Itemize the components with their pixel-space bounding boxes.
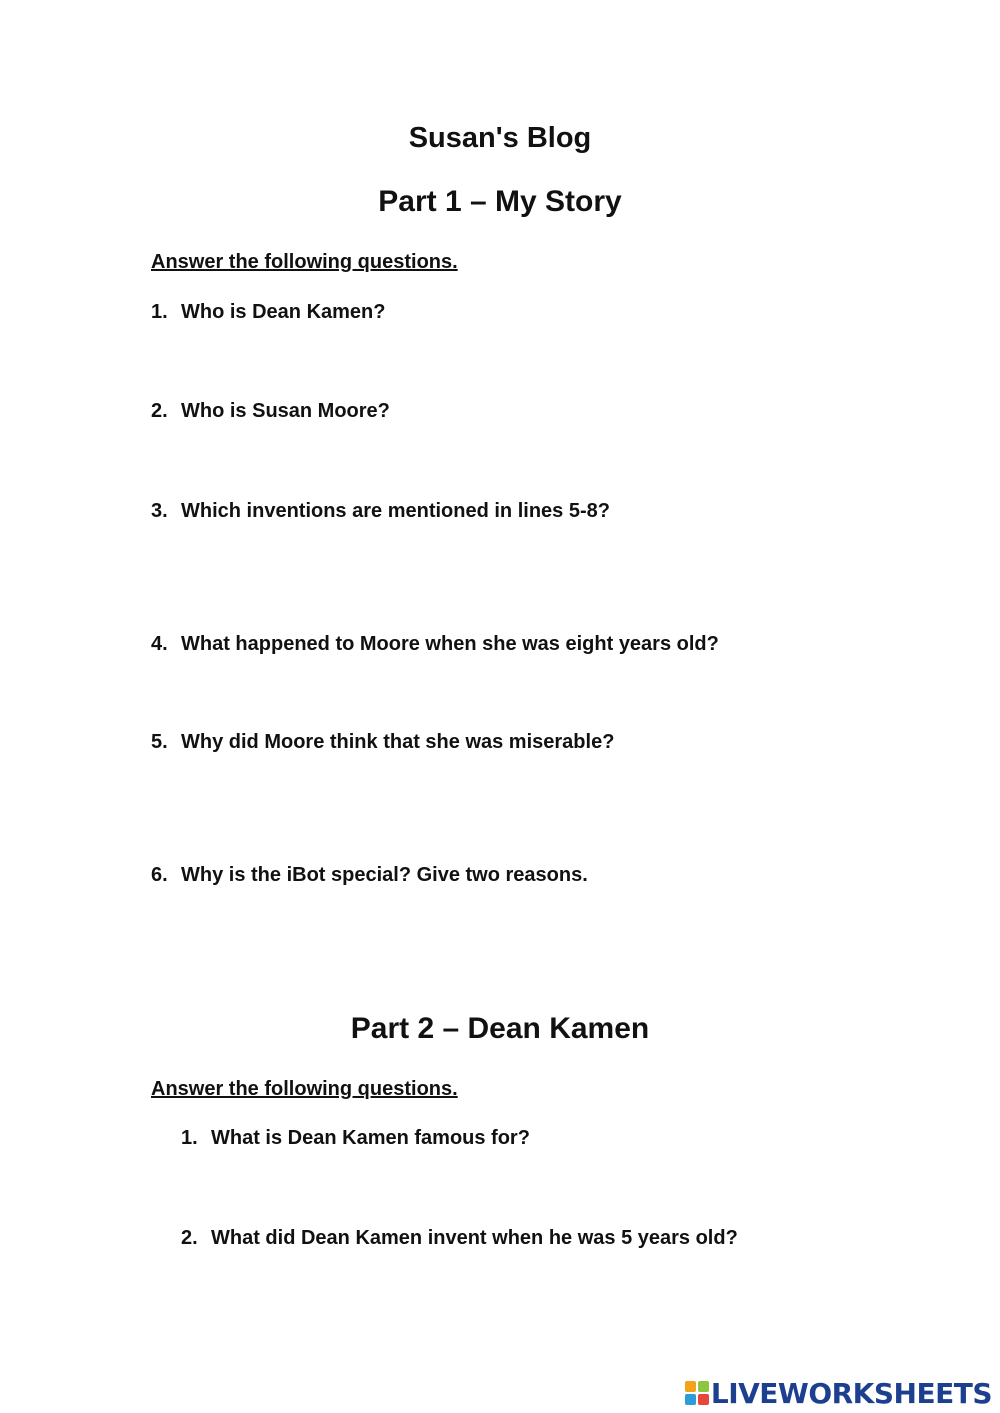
question-number: 6. xyxy=(151,864,168,886)
question-text: Why is the iBot special? Give two reasons. xyxy=(181,864,588,886)
part2-question-2 xyxy=(181,1227,738,1250)
logo-square xyxy=(685,1381,696,1392)
part1-instruction: Answer the following questions. xyxy=(151,251,458,273)
question-number: 4. xyxy=(151,633,168,655)
question-number: 2. xyxy=(181,1227,198,1249)
question-number: 5. xyxy=(151,731,168,753)
liveworksheets-logo-text: LIVEWORKSHEETS xyxy=(710,1376,992,1410)
question-number: 2. xyxy=(151,400,168,422)
question-text: Who is Susan Moore? xyxy=(181,400,390,422)
part1-question-4 xyxy=(151,633,719,656)
part1-question-6 xyxy=(151,864,588,887)
question-text: What happened to Moore when she was eight years old? xyxy=(181,633,719,655)
question-number: 3. xyxy=(151,500,168,522)
question-text: What did Dean Kamen invent when he was 5 years old? xyxy=(211,1227,738,1249)
part1-question-2 xyxy=(151,400,390,423)
part1-question-3 xyxy=(151,500,610,523)
question-text: Who is Dean Kamen? xyxy=(181,301,386,323)
part1-question-1 xyxy=(151,301,385,324)
question-text: Why did Moore think that she was miserable? xyxy=(181,731,615,753)
part2-heading: Part 2 – Dean Kamen xyxy=(350,1012,650,1045)
part2-instruction: Answer the following questions. xyxy=(151,1078,458,1100)
part1-question-5 xyxy=(151,731,614,754)
liveworksheets-watermark xyxy=(685,1377,992,1409)
document-title: Susan's Blog xyxy=(408,122,592,154)
question-text: What is Dean Kamen famous for? xyxy=(211,1127,530,1149)
question-number: 1. xyxy=(151,301,168,323)
question-text: Which inventions are mentioned in lines 5-8? xyxy=(181,500,610,522)
part2-question-1 xyxy=(181,1127,530,1150)
logo-square xyxy=(698,1381,709,1392)
logo-square xyxy=(685,1394,696,1405)
question-number: 1. xyxy=(181,1127,198,1149)
logo-square xyxy=(698,1394,709,1405)
liveworksheets-logo-icon xyxy=(685,1381,709,1405)
part1-heading: Part 1 – My Story xyxy=(378,185,622,218)
